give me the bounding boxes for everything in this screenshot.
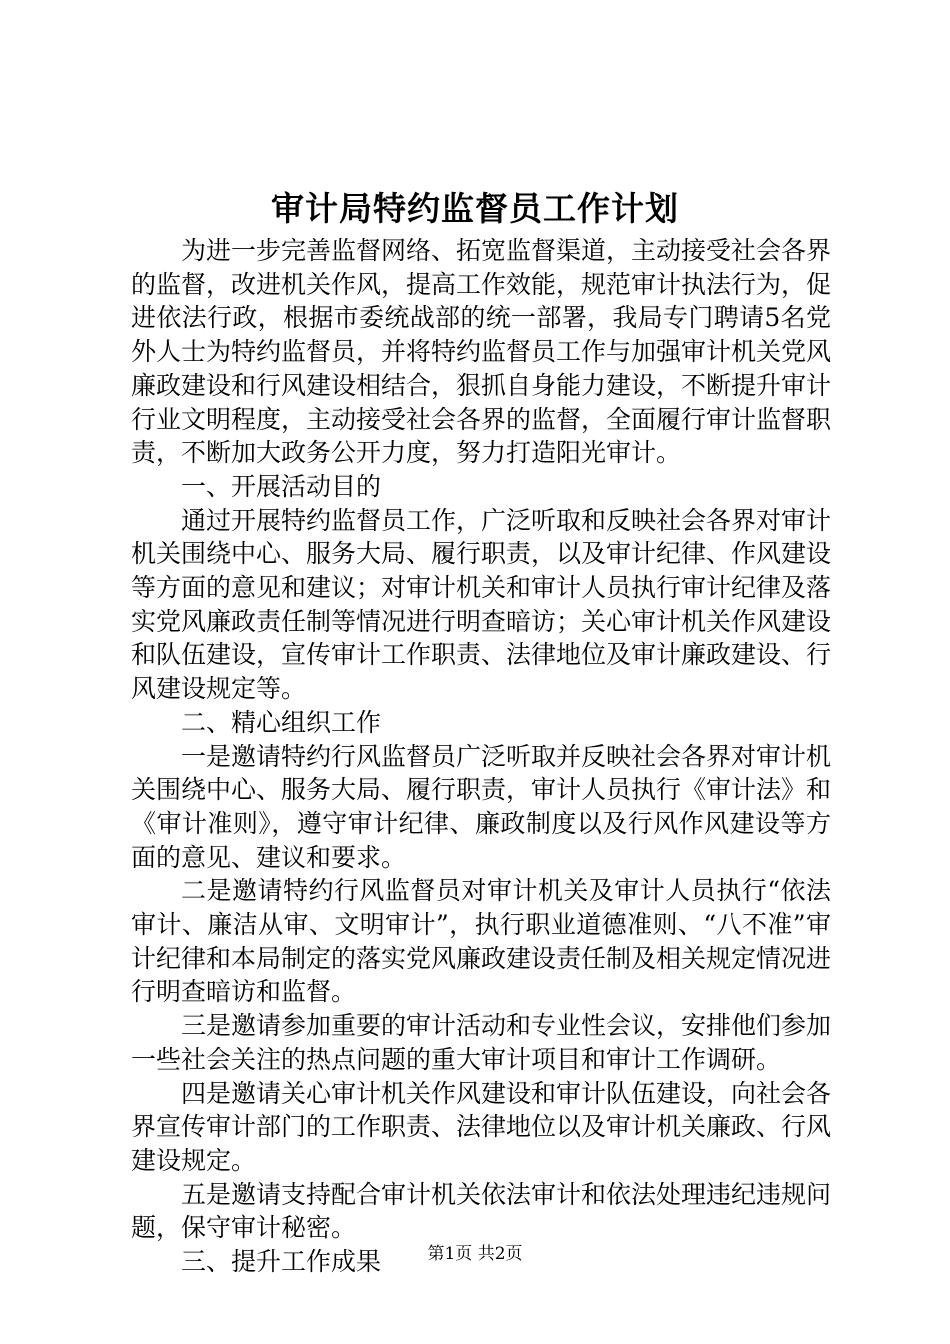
- section-heading-3: 三、提升工作成果: [181, 1247, 382, 1277]
- section-2-item-2: 二是邀请特约行风监督员对审计机关及审计人员执行“依法审计、廉洁从审、文明审计”，执行职业道德准则、“八不准”审计纪律和本局制定的落实党风廉政建设责任制及相关规定情况进行明查暗访和监督。: [131, 876, 832, 1007]
- section-2-item-5: 五是邀请支持配合审计机关依法审计和依法处理违纪违规问题，保守审计秘密。: [131, 1179, 832, 1243]
- section-2-item-3: 三是邀请参加重要的审计活动和专业性会议，安排他们参加一些社会关注的热点问题的重大审计项目和审计工作调研。: [131, 1011, 832, 1074]
- section-heading-2: 二、精心组织工作: [181, 707, 382, 737]
- section-2-item-1: 一是邀请特约行风监督员广泛听取并反映社会各界对审计机关围绕中心、服务大局、履行职责，审计人员执行《审计法》和《审计准则》，遵守审计纪律、廉政制度以及行风作风建设等方面的意见、建议和要求。: [131, 741, 832, 872]
- section-1-paragraph: 通过开展特约监督员工作，广泛听取和反映社会各界对审计机关围绕中心、服务大局、履行职责，以及审计纪律、作风建设等方面的意见和建议；对审计机关和审计人员执行审计纪律及落实党风廉政责任制等情况进行明查暗访；关心审计机关作风建设和队伍建设，宣传审计工作职责、法律地位及审计廉政建设、行风建设规定等。: [131, 505, 832, 704]
- section-2-item-4: 四是邀请关心审计机关作风建设和审计队伍建设，向社会各界宣传审计部门的工作职责、法律地位以及审计机关廉政、行风建设规定。: [131, 1078, 832, 1175]
- intro-paragraph: 为进一步完善监督网络、拓宽监督渠道，主动接受社会各界的监督，改进机关作风，提高工作效能，规范审计执法行为，促进依法行政，根据市委统战部的统一部署，我局专门聘请5名党外人士为特约监督员，并将特约监督员工作与加强审计机关党风廉政建设和行风建设相结合，狠抓自身能力建设，不断提升审计行业文明程度，主动接受社会各界的监督，全面履行审计监督职责，不断加大政务公开力度，努力打造阳光审计。: [131, 236, 832, 468]
- document-title: 审计局特约监督员工作计划: [271, 189, 679, 228]
- page-footer: 第1页 共2页: [427, 1244, 523, 1264]
- document-body: [131, 234, 831, 1279]
- section-heading-1: 一、开展活动目的: [181, 471, 382, 501]
